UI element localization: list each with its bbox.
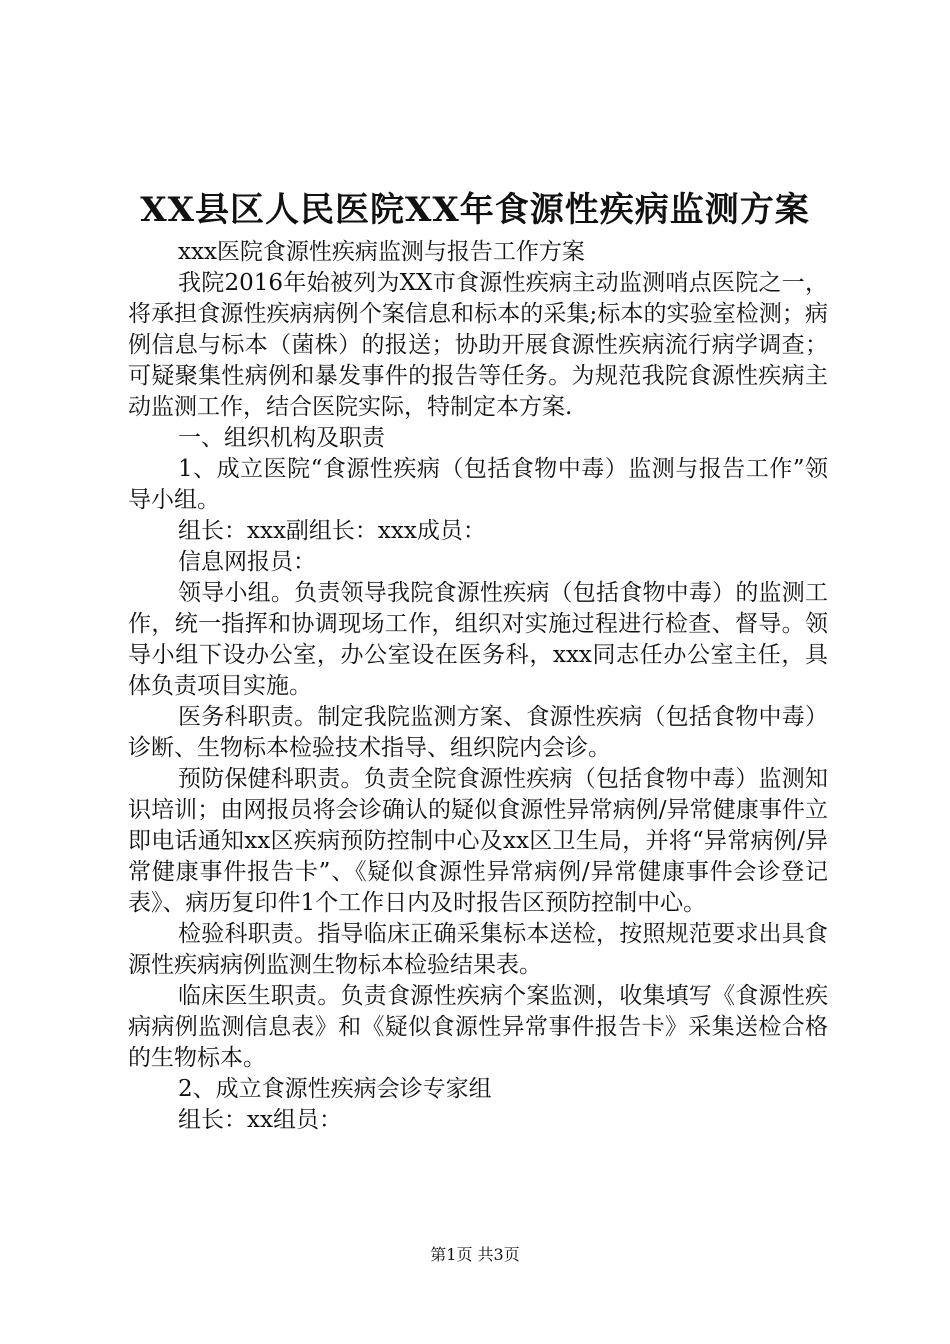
paragraph-leading-group: 1、成立医院“食源性疾病（包括食物中毒）监测与报告工作”领导小组。 bbox=[128, 456, 828, 513]
paragraph-prevention-dept-duty: 预防保健科职责。负责全院食源性疾病（包括食物中毒）监测知识培训；由网报员将会诊确认的疑似食源性异常病例/异常健康事件立即电话通知xx区疾病预防控制中心及xx区卫生局，并将“异常病例/异常健康事件报告卡”、《疑似食源性异常病例/异常健康事件会诊登记表》、病历复印件1个工作日内及时报告区预防控制中心。 bbox=[128, 766, 828, 916]
document-body bbox=[128, 237, 828, 1136]
paragraph-info-reporter: 信息网报员： bbox=[178, 549, 316, 575]
paragraph-intro: 我院2016年始被列为XX市食源性疾病主动监测哨点医院之一，将承担食源性疾病病例个案信息和标本的采集;标本的实验室检测；病例信息与标本（菌株）的报送；协助开展食源性疾病流行病学调查；可疑聚集性病例和暴发事件的报告等任务。为规范我院食源性疾病主动监测工作，结合医院实际，特制定本方案. bbox=[128, 270, 828, 420]
paragraph-group-members: 组长：xxx副组长：xxx成员： bbox=[178, 518, 486, 544]
paragraph-expert-group: 2、成立食源性疾病会诊专家组 bbox=[178, 1076, 492, 1102]
paragraph-expert-members: 组长：xx组员： bbox=[178, 1107, 342, 1133]
page-footer: 第1页 共3页 bbox=[430, 1245, 520, 1264]
paragraph-lab-dept-duty: 检验科职责。指导临床正确采集标本送检，按照规范要求出具食源性疾病病例监测生物标本检验结果表。 bbox=[128, 921, 828, 978]
document-title: XX县区人民医院XX年食源性疾病监测方案 bbox=[140, 190, 810, 230]
section-heading-organization: 一、组织机构及职责 bbox=[178, 425, 385, 451]
paragraph-subtitle: xxx医院食源性疾病监测与报告工作方案 bbox=[178, 239, 585, 265]
paragraph-medical-dept-duty: 医务科职责。制定我院监测方案、食源性疾病（包括食物中毒）诊断、生物标本检验技术指导、组织院内会诊。 bbox=[128, 704, 828, 761]
paragraph-leading-group-duty: 领导小组。负责领导我院食源性疾病（包括食物中毒）的监测工作，统一指挥和协调现场工作，组织对实施过程进行检查、督导。领导小组下设办公室，办公室设在医务科，xxx同志任办公室主任，具体负责项目实施。 bbox=[128, 580, 828, 699]
paragraph-clinician-duty: 临床医生职责。负责食源性疾病个案监测，收集填写《食源性疾病病例监测信息表》和《疑似食源性异常事件报告卡》采集送检合格的生物标本。 bbox=[128, 983, 828, 1071]
